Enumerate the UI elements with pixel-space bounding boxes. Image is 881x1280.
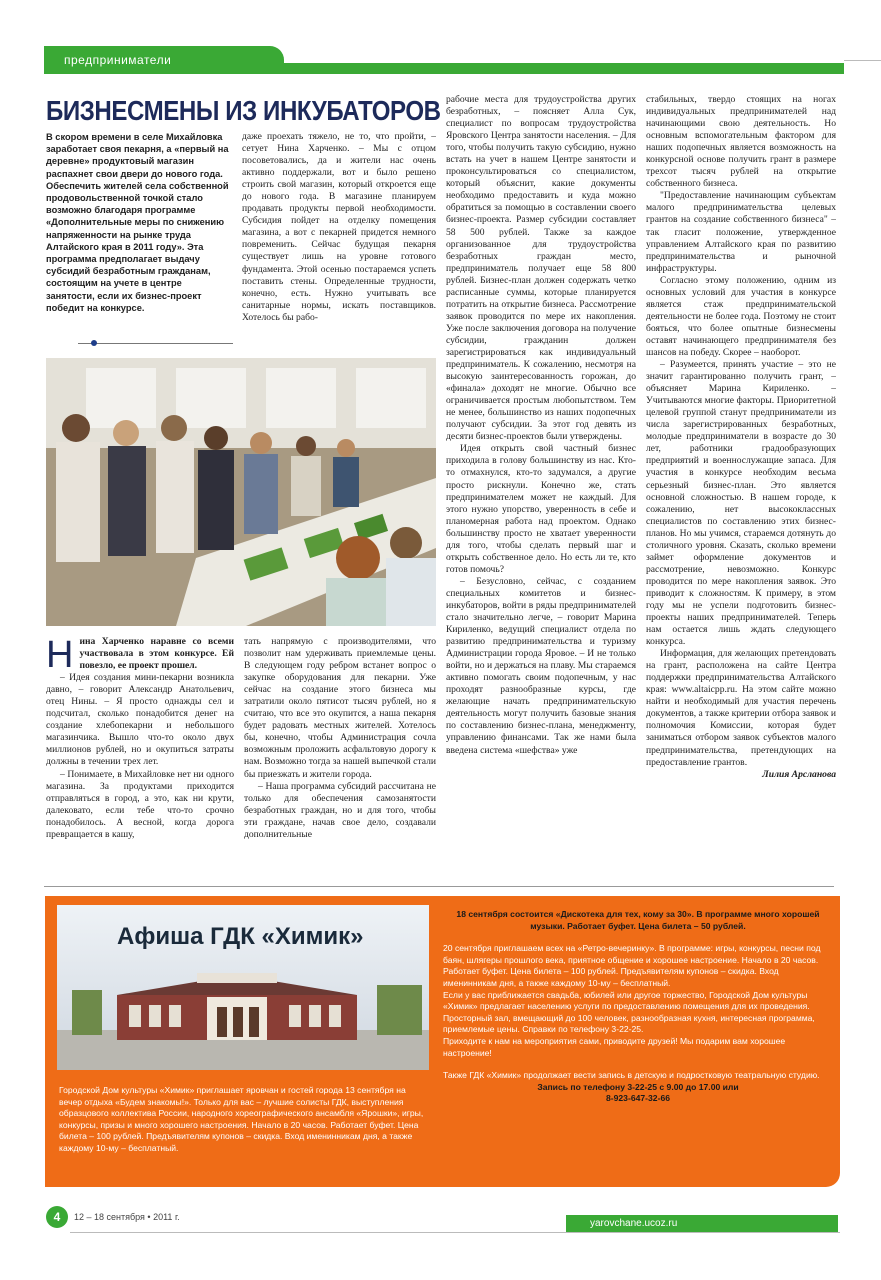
afisha-studio-enrollment: Также ГДК «Химик» продолжает вести запись в детскую и подростковую театральную студию.	[443, 1070, 820, 1081]
issue-date: 12 – 18 сентября • 2011 г.	[74, 1212, 180, 1222]
afisha-box	[45, 896, 840, 1187]
article-paragraph: – Наша программа субсидий рассчитана не только для обеспечения самозанятости безработных граждан, но и для того, чтобы эти граждане, начав свое дело, создавали дополнительные	[244, 780, 436, 840]
dropcap-letter: Н	[46, 636, 74, 676]
article-paragraph: Информация, для желающих претендовать на грант, расположена на сайте Центра поддержки предпринимательства Алтайского края: www.altaicpp.ru. На этом сайте можно найти и необходимый для участия перечень документов, а также критерии отбора заявок и полномочия Комиссии, которая будет заниматься отбором заявок субъектов малого предпринимательства, претендующих на предоставление грантов.	[646, 648, 836, 768]
article-paragraph: – Идея создания мини-пекарни возникла давно, – говорит Александр Анатольевич, отец Нины. – Я просто однажды сел и подсчитал, сколько понадобится денег на создание хлебопекарни и небольшого магазинчика. Вышло что-то около двух миллионов рублей, но и окупиться затраты должны в течении трех лет.	[46, 672, 234, 768]
article-paragraph-text: ина Харченко наравне со всеми участвовала в этом конкурсе. Ей повезло, ее проект прошел.	[79, 636, 234, 672]
section-divider	[44, 886, 834, 887]
article-paragraph: тать напрямую с производителями, что позволит нам удерживать приемлемые цены. В следующем году ребром встанет вопрос о закупке оборудования для пекарни. Уже сейчас на создание этого бизнеса мы затратили около пятисот тысяч рублей, но я считаю, что все это окупится, а наша пекарня будет радовать местных жителей. Хотелось бы, конечно, чтобы Администрация сочла возможным проложить асфальтовую дорогу к нам. Возможно тогда за нашей выпечкой стали бы приезжать и жители города.	[244, 636, 436, 780]
rubric-bar	[44, 46, 844, 76]
afisha-event-18-sep: 18 сентября состоится «Дискотека для тех, кому за 30». В программе много хорошей музыки. Работает буфет. Цена билета – 50 рублей.	[456, 909, 820, 931]
afisha-phone-line-2: 8-923-647-32-66	[605, 1093, 671, 1104]
article-lead: В скором времени в селе Михайловка заработает своя пекарня, а «первый на деревне» продуктовый магазин распахнет свои двери до нового года. Обеспечить жителей села собственной продовольственной точкой стало возможно благодаря программе «Дополнительные меры по снижению напряженности на рынке труда Алтайского края в 2011 году». Эта программа предполагает выдачу субсидий безработным гражданам, состоящим на учете в центре занятости, если их бизнес-проект победит на конкурсе.	[46, 132, 229, 313]
article-photo	[46, 358, 436, 626]
article-paragraph: – Безусловно, сейчас, с созданием специальных комитетов и бизнес-инкубаторов, войти в ряды предпринимателей стало значительно легче, – говорит Марина Кириленко, ведущий специалист отдела по развитию предпринимательства и туризму Администрации города Яровое. – И не только войти, но и держаться на плаву. Мы стараемся активно помогать своим подопечным, у нас проходят разнообразные курсы, где желающие начать предпринимательскую деятельность могут получить базовые знания по составлению бизнес-плана, менеджменту, управлению финансами. Так же нами была введена система «шефства» уже	[446, 575, 636, 756]
afisha-image-panel	[57, 905, 429, 1070]
article-paragraph: даже проехать тяжело, не то, что пройти, – сетует Нина Харченко. – Мы с отцом посоветовались, да и жители нас очень активно поддержали, вот и было решено строить свой магазин, который откроется еще до нового года. В магазине планируем продавать продукты первой необходимости. Субсидия пойдет на отделку помещения магазина, а вот с пекарней придется немного повременить. Сейчас будущая пекарня существует лишь на уровне готового фундамента. Этой осенью постараемся успеть поставить стены. Определенные трудности, конечно, есть. Нужно учитывать все санитарные нормы, искать поставщиков. Хотелось бы рабо-	[242, 131, 436, 323]
article-column-3	[446, 94, 636, 884]
afisha-venue-rental: Если у вас приближается свадьба, юбилей или другое торжество, Городской Дом культуры «Химик» предлагает населению услуги по предоставлению помещения для их проведения. Просторный зал, вмещающий до 100 человек, разнообразная кухня, интересная программа, приемлемые цены. Справки по телефону 3-22-25.	[443, 989, 815, 1035]
article-column-4	[646, 94, 836, 884]
article-paragraph: – Понимаете, в Михайловке нет ни одного магазина. За продуктами приходится отправляться в город, а это, как ни крути, далековато, если тебе что-то срочно понадобилось. А весной, когда дорога превращается в кашу,	[46, 768, 234, 840]
afisha-title: Афиша ГДК «Химик»	[117, 923, 364, 950]
afisha-invitation: Приходите к нам на мероприятия сами, приводите друзей! Мы подарим вам хорошее настроение!	[443, 1035, 786, 1058]
article-paragraph: рабочие места для трудоустройства других безработных, – поясняет Алла Сук, специалист по вопросам трудоустройства Яровского Центра занятости населения. – Для того, чтобы получить такую субсидию, нужно встать на учет в нашем Центре занятости и проконсультироваться со специалистом, который объяснит, какие документы необходимо предоставить и куда можно обратиться за помощью в составлении своего бизнес-проекта. Размер субсидии составляет 58 500 рублей. Также за каждое организованное для трудоустройства безработных граждан место, предприниматель получает еще 58 800 рублей. Бизнес-план должен содержать четко расписанные суммы, которые планируется потратить на открытие бизнеса. Рассмотрение заявок проводится по мере их накопления. Уже после заключения договора на получение субсидии, гражданин должен зарегистрироваться как индивидуальный предприниматель. К сожалению, несмотря на высокую заинтересованность горожан, до «финала» доходят не многие. Обычно все ограничивается простым любопытством. Тем не менее, большинство из наших подопечных получают субсидии. За этот год девять из десяти бизнес-проектов были утверждены.	[446, 94, 636, 443]
lead-divider	[78, 343, 233, 344]
article-paragraph: стабильных, твердо стоящих на ногах индивидуальных предпринимателей над начинающими свою деятельность. Но основным вспомогательным фактором для наших подопечных является возможность на конкурсной основе получить грант в размере трехсот тысяч рублей на открытие собственного бизнеса.	[646, 94, 836, 190]
article-paragraph: – Разумеется, принять участие – это не значит гарантированно получить грант, – объясняет Марина Кириленко. – Учитываются многие факторы. Приоритетной целевой группой станут предприниматели из числа зарегистрированных безработных, молодые предприниматели в возрасте до 30 лет, работники градообразующих предприятий и военнослужащие запаса. Для участия в конкурсе необходим весьма серьезный бизнес-план. Это является основной сложностью. В нашем городе, к сожалению, нет высококлассных специалистов по составлению этих бизнес-планов. Но мы учимся, стараемся дотянуть до столичного уровня. Сказать, сколько времени займет оформление документов и рассмотрение, невозможно. Конкурс проводится по мере накопления заявок. Это приводит к сложностям. К примеру, в этом году мы не успели подготовить бизнес-проекты наших предпринимателей. Теперь нам остается лишь ждать следующего конкурса.	[646, 359, 836, 648]
article-paragraph: Идея открыть свой частный бизнес приходила в голову большинству из нас. Кто-то отмахнулся, кто-то задумался, а другие просто рискнули. Конечно же, стать предпринимателем может не каждый. Для этого нужно упорство, уверенность в себе и планомерная работа над проектом. Однако большинству просто не хватает уверенности для того, чтобы сделать первый шаг и открыть собственное дело. Но есть ли те, кто готов помочь?	[446, 443, 636, 575]
article-column-1-bottom	[46, 636, 234, 884]
page-number: 4	[46, 1206, 68, 1228]
article-author: Лилия Арсланова	[762, 768, 836, 780]
lead-divider-dot	[91, 340, 97, 346]
crowd-photo-illustration	[46, 358, 436, 626]
afisha-event-13-sep: Городской Дом культуры «Химик» приглашает яровчан и гостей города 13 сентября на вечер отдыха «Будем знакомы!». Только для вас – лучшие солисты ГДК, выступления образцового коллектива России, народного хореографического ансамбля «Ярошки», игры, конкурсы, призы и много хорошего настроения. Начало в 20 часов. Работает буфет. Цена билета – 100 рублей. Предъявителям купонов – скидка. Вход именинникам дня, а также каждому 10-му – бесплатный.	[59, 1085, 424, 1153]
site-url: yarovchane.ucoz.ru	[566, 1215, 838, 1232]
article-column-2-bottom	[244, 636, 436, 884]
article-paragraph: "Предоставление начинающим субъектам малого предпринимательства целевых грантов на создание собственного бизнеса" – так гласит положение, утвержденное управлением Алтайского края по развитию предпринимательства и рыночной инфраструктуры.	[646, 190, 836, 274]
afisha-phone-line-1: Запись по телефону 3-22-25 с 9.00 до 17.00 или	[537, 1081, 739, 1092]
article-paragraph-dropcap	[46, 636, 234, 676]
article-paragraph: Согласно этому положению, одним из основных условий для участия в конкурсе является стаж предпринимательской деятельности не более года. Поэтому не стоит бояться, что более опытные бизнесмены оставят начинающего предпринимателя без шансов на победу. Скорее – наоборот.	[646, 274, 836, 358]
article-column-2-top	[242, 131, 436, 351]
footer-line	[70, 1232, 840, 1233]
article-headline: БИЗНЕСМЕНЫ ИЗ ИНКУБАТОРОВ	[46, 95, 441, 126]
rubric-label: предприниматели	[64, 53, 172, 67]
rubric-corner	[844, 60, 881, 74]
afisha-event-20-sep: 20 сентября приглашаем всех на «Ретро-вечеринку». В программе: игры, конкурсы, песни под баян, шлягеры прошлого века, приятное общение и хорошее настроение. Начало в 20 часов. Работает буфет. Цена билета – 100 рублей. Предъявителям купонов – скидка. Вход именинникам дня, а также каждому 10-му – бесплатный.	[443, 943, 821, 988]
afisha-events-list	[443, 909, 833, 1105]
